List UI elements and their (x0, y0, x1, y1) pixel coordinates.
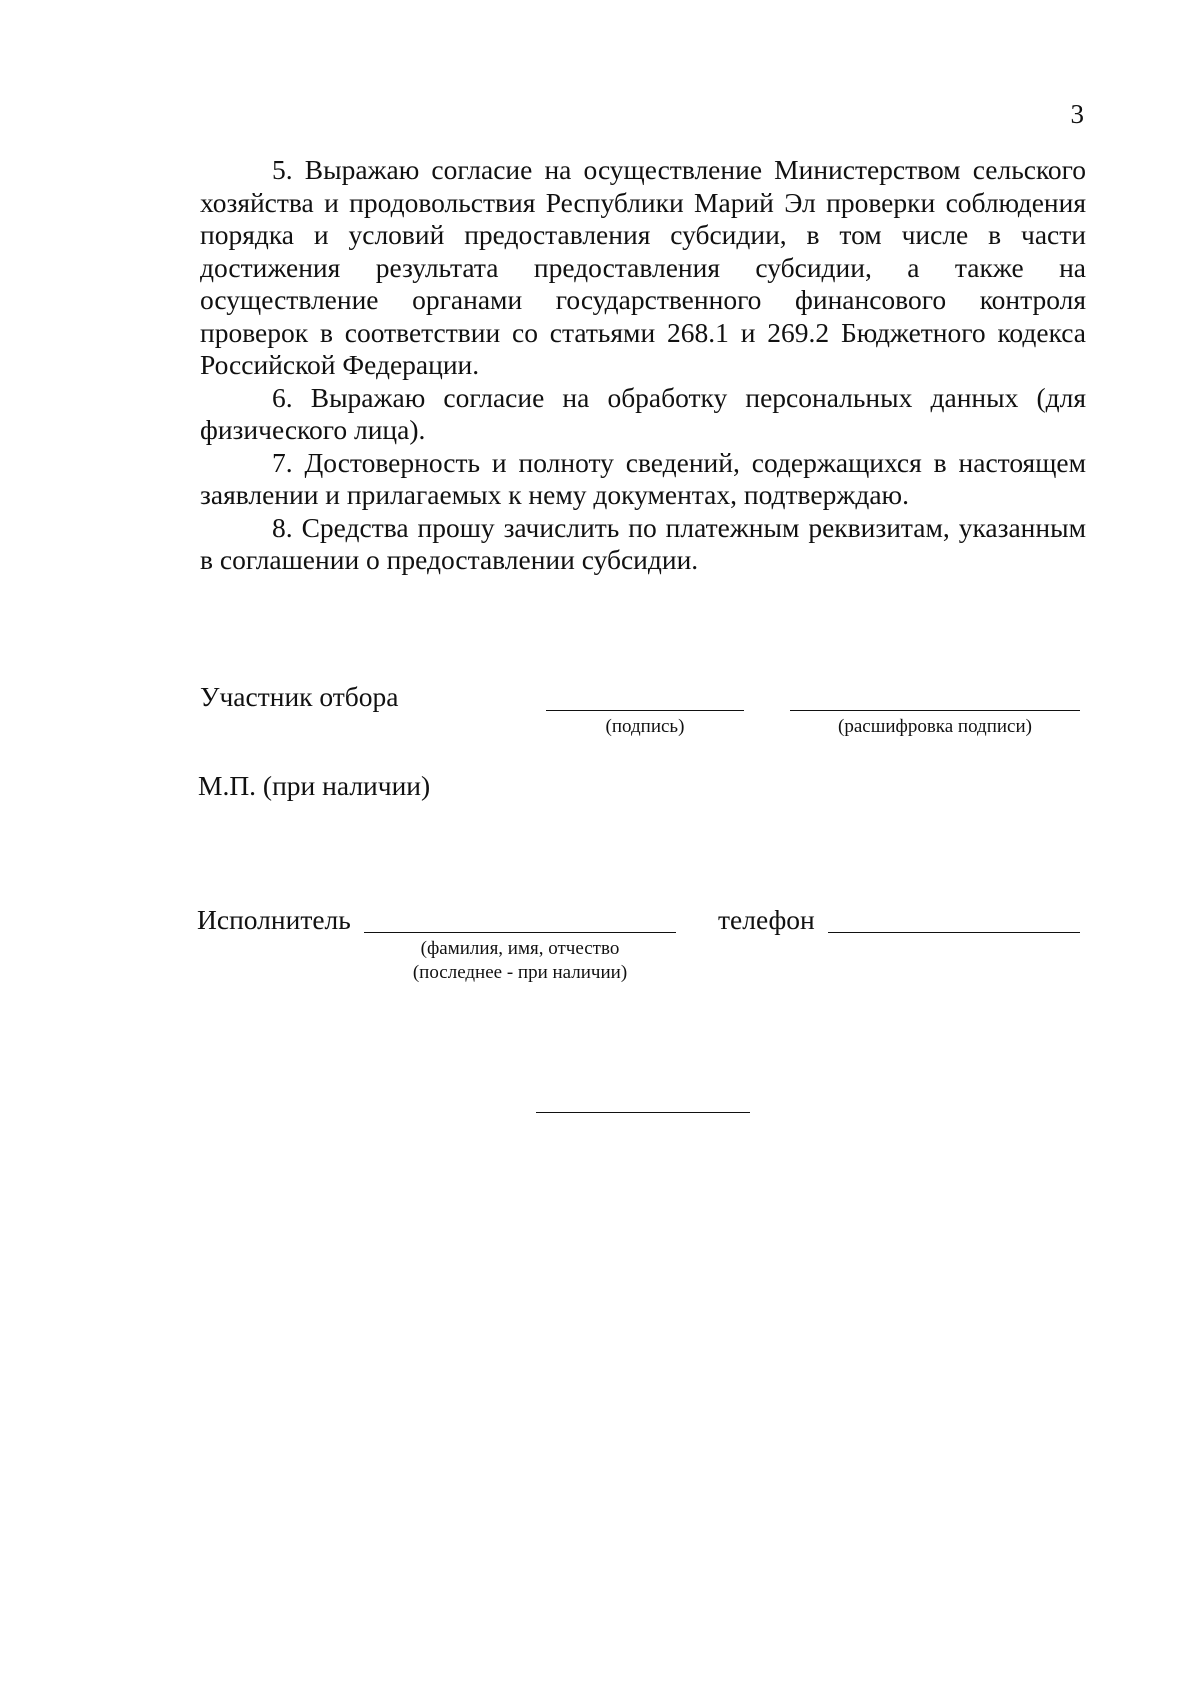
body-text (200, 154, 1086, 577)
closing-divider (536, 1112, 750, 1113)
phone-label: телефон (718, 904, 815, 935)
phone-line (828, 932, 1080, 933)
signature-line (546, 710, 744, 711)
executor-name-line (364, 932, 676, 933)
participant-label: Участник отбора (200, 681, 399, 712)
paragraph-5: 5. Выражаю согласие на осуществление Министерством сельского хозяйства и продовольствия Республики Марий Эл проверки соблюдения порядка и условий предоставления субсидии, в том числе в части достижения результата предоставления субсидии, а также на осуществление органами государственного финансового контроля проверок в соответствии со статьями 268.1 и 269.2 Бюджетного кодекса Российской Федерации. (200, 154, 1086, 380)
signature-caption: (подпись) (605, 716, 685, 737)
paragraph-8: 8. Средства прошу зачислить по платежным реквизитам, указанным в соглашении о предоставлении субсидии. (200, 511, 1086, 575)
executor-caption-line2: (последнее - при наличии) (412, 962, 628, 983)
page-number: 3 (1070, 99, 1084, 129)
paragraph-6: 6. Выражаю согласие на обработку персональных данных (для физического лица). (200, 381, 1086, 445)
signature-decoding-line (790, 710, 1080, 711)
signature-decoding-caption: (расшифровка подписи) (838, 716, 1032, 737)
paragraph-7: 7. Достоверность и полноту сведений, содержащихся в настоящем заявлении и прилагаемых к нему документах, подтверждаю. (200, 446, 1086, 510)
executor-label: Исполнитель (197, 904, 351, 935)
executor-caption-line1: (фамилия, имя, отчество (420, 938, 620, 959)
seal-label: М.П. (при наличии) (198, 770, 431, 801)
